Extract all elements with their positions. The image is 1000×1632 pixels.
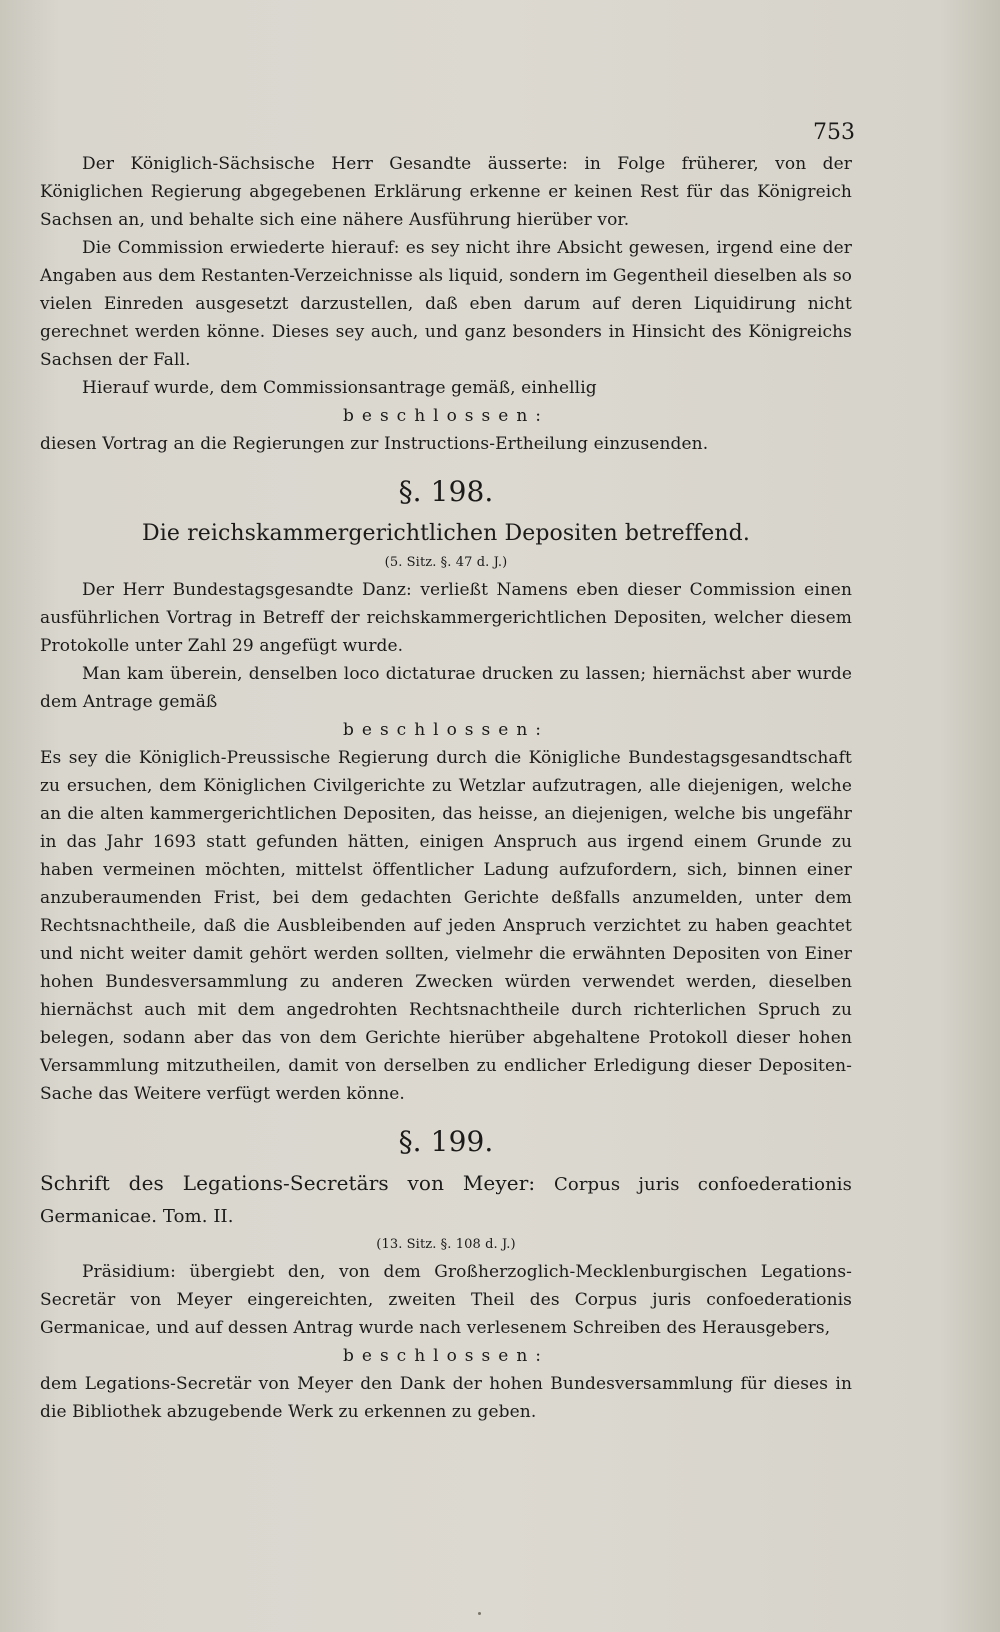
page-body [40,150,852,1426]
resolved-heading: beschlossen: [343,406,549,426]
section-198-heading: §. 198. [398,475,494,508]
page-speck [478,1612,481,1615]
section-199-heading: §. 199. [398,1125,494,1158]
section-198-reference: (5. Sitz. §. 47 d. J.) [384,555,508,570]
paragraph-saxon-envoy: Der Königlich-Sächsische Herr Gesandte äusserte: in Folge früherer, von der Königlichen Regierung abgegebenen Erklärung erkenne er keinen Rest für das Königreich Sachsen an, und behalte sich eine nähere Ausführung hierüber vor. [40,154,852,230]
resolved-heading: beschlossen: [343,720,549,740]
paragraph-depositen-resolution: Es sey die Königlich-Preussische Regierung durch die Königliche Bundestagsgesandtschaft zu ersuchen, dem Königlichen Civilgerichte zu Wetzlar aufzutragen, alle diejenigen, welche an die alten kammergerichtlichen Depositen, das heisse, an diejenigen, welche bis ungefähr in das Jahr 1693 statt gefunden hätten, einigen Anspruch aus irgend einem Grunde zu haben vermeinen möchten, mittelst öffentlicher Ladung aufzufordern, sich, binnen einer anzuberaumenden Frist, bei dem gedachten Gerichte deßfalls anzumelden, unter dem Rechtsnachtheile, daß die Ausbleibenden auf jeden Anspruch verzichtet zu haben geachtet und nicht weiter damit gehört werden sollten, vielmehr die erwähnten Depositen von Einer hohen Bundesversammlung zu anderen Zwecken würden verwendet werden, dieselben hiernächst auch mit dem angedrohten Rechtsnachtheile durch richterlichen Spruch zu belegen, sodann aber das von dem Gerichte hierüber abgehaltene Protokoll dieser hohen Versammlung mitzutheilen, damit von derselben zu endlicher Erledigung dieser Depositen-Sache das Weitere verfügt werden könne. [40,748,852,1104]
paragraph-resolution-text: diesen Vortrag an die Regierungen zur Instructions-Ertheilung einzusenden. [40,434,709,454]
section-199-title [40,1168,852,1232]
paragraph-danz-report: Der Herr Bundestagsgesandte Danz: verließt Namens eben dieser Commission einen ausführlichen Vortrag in Betreff der reichskammergerichtlichen Depositen, welcher diesem Protokolle unter Zahl 29 angefügt wurde. [40,580,852,656]
section-199-reference: (13. Sitz. §. 108 d. J.) [376,1237,516,1252]
paragraph-thanks-resolution: dem Legations-Secretär von Meyer den Dank der hohen Bundesversammlung für dieses in die Bibliothek abzugebende Werk zu erkennen zu geben. [40,1374,852,1422]
section-198-title: Die reichskammergerichtlichen Depositen betreffend. [142,521,750,546]
paragraph-print-decision: Man kam überein, denselben loco dictaturae drucken zu lassen; hiernächst aber wurde dem Antrage gemäß [40,664,852,712]
paragraph-commission-reply: Die Commission erwiederte hierauf: es sey nicht ihre Absicht gewesen, irgend eine der Angaben aus dem Restanten-Verzeichnisse als liquid, sondern im Gegentheil dieselben als so vielen Einreden ausgesetzt darzustellen, daß eben darum auf deren Liquidirung nicht gerechnet werden könne. Dieses sey auch, und ganz besonders in Hinsicht des Königreichs Sachsen der Fall. [40,238,852,370]
page-number: 753 [813,120,855,145]
paragraph-resolution-intro: Hierauf wurde, dem Commissionsantrage gemäß, einhellig [82,378,597,398]
paragraph-praesidium: Präsidium: übergiebt den, von dem Großherzoglich-Mecklenburgischen Legations-Secretär von Meyer eingereichten, zweiten Theil des Corpus juris confoederationis Germanicae, und auf dessen Antrag wurde nach verlesenem Schreiben des Herausgebers, [40,1262,852,1338]
section-199-title-main: Schrift des Legations-Secretärs von Meyer: [40,1171,536,1195]
section-199-title-latin: Corpus juris confoederationis Germanicae. Tom. II. [40,1174,852,1227]
resolved-heading: beschlossen: [343,1346,549,1366]
